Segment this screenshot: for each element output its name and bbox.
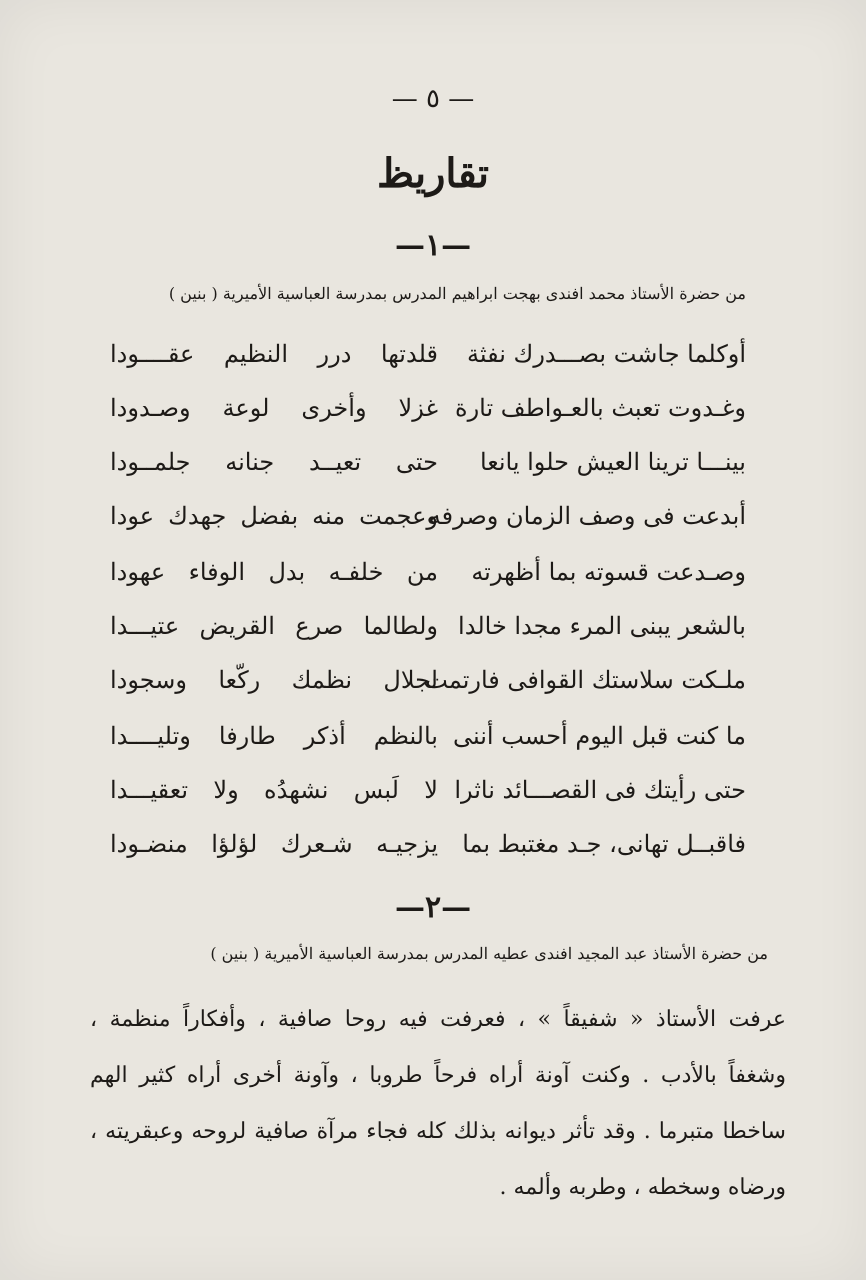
paragraph-line: وشغفاً بالأدب . وكنت آونة أراه فرحاً طروبا ، وآونة أخرى أراه كثير الهم <box>90 1063 786 1088</box>
verse-second-hemistich: وعجمت منه بفضل جهدك عودا <box>110 502 438 530</box>
verse-second-hemistich: من خلفـه بدل الوفاء عهودا <box>110 558 438 586</box>
verse-second-hemistich: قلدتها درر النظيم عقــــودا <box>110 340 438 368</box>
section-2-byline: من حضرة الأستاذ عبد المجيد افندى عطيه المدرس بمدرسة العباسية الأميرية ( بنين ) <box>210 944 768 963</box>
paragraph-line: ورضاه وسخطه ، وطربه وألمه . <box>499 1175 786 1200</box>
page-title: تقاريظ <box>377 150 489 197</box>
poem-verse <box>0 612 866 672</box>
verse-second-hemistich: بالنظم أذكر طارفا وتليــــدا <box>110 722 438 750</box>
section-1-number: —١— <box>394 228 472 263</box>
verse-first-hemistich: وصـدعت قسوته بما أظهرته <box>471 558 746 586</box>
verse-second-hemistich: يزجيـه شـعرك لؤلؤا منضـودا <box>110 830 438 858</box>
verse-first-hemistich: حتى رأيتك فى القصـــائد ناثرا <box>454 776 746 804</box>
poem-verse <box>0 666 866 726</box>
verse-second-hemistich: غزلا وأخرى لوعة وصـدودا <box>110 394 438 422</box>
poem-verse <box>0 722 866 782</box>
poem-verse <box>0 502 866 562</box>
section-2-number: —٢— <box>394 890 472 925</box>
paragraph-line: ساخطا متبرما . وقد تأثر ديوانه بذلك كله فجاء مرآة صافية لروحه وعبقريته ، <box>90 1119 786 1144</box>
paragraph-line: عرفت الأستاذ « شفيقاً » ، فعرفت فيه روحا صافية ، وأفكاراً منظمة ، <box>90 1007 786 1032</box>
verse-second-hemistich: حتى تعيــد جنانه جلمــودا <box>110 448 438 476</box>
verse-first-hemistich: فاقبــل تهانى، جـد مغتبط بما <box>462 830 746 858</box>
verse-first-hemistich: وغـدوت تعبث بالعـواطف تارة <box>455 394 746 422</box>
poem-verse <box>0 830 866 890</box>
poem-verse <box>0 448 866 508</box>
section-1-byline: من حضرة الأستاذ محمد افندى بهجت ابراهيم المدرس بمدرسة العباسية الأميرية ( بنين ) <box>168 284 746 303</box>
verse-first-hemistich: ملـكت سلاستك القوافى فارتمت <box>425 666 746 694</box>
verse-first-hemistich: أبدعت فى وصف الزمان وصرفه <box>428 502 746 530</box>
verse-first-hemistich: بالشعر يبنى المرء مجدا خالدا <box>458 612 746 640</box>
verse-first-hemistich: بينـــا ترينا العيش حلوا يانعا <box>479 448 746 476</box>
verse-second-hemistich: لجلال نظمك ركّعا وسجودا <box>110 666 438 694</box>
page-number: — ٥ — <box>391 84 475 114</box>
section-2-paragraph <box>90 992 786 1216</box>
poem-verse <box>0 776 866 836</box>
poem-verse <box>0 340 866 400</box>
poem-verse <box>0 558 866 618</box>
verse-first-hemistich: ما كنت قبل اليوم أحسب أننى <box>453 722 746 750</box>
verse-second-hemistich: ولطالما صرع القريض عتيـــدا <box>110 612 438 640</box>
poem-verse <box>0 394 866 454</box>
verse-second-hemistich: لا لَبس نشهدُه ولا تعقيـــدا <box>110 776 438 804</box>
verse-first-hemistich: أوكلما جاشت بصـــدرك نفثة <box>466 340 746 368</box>
